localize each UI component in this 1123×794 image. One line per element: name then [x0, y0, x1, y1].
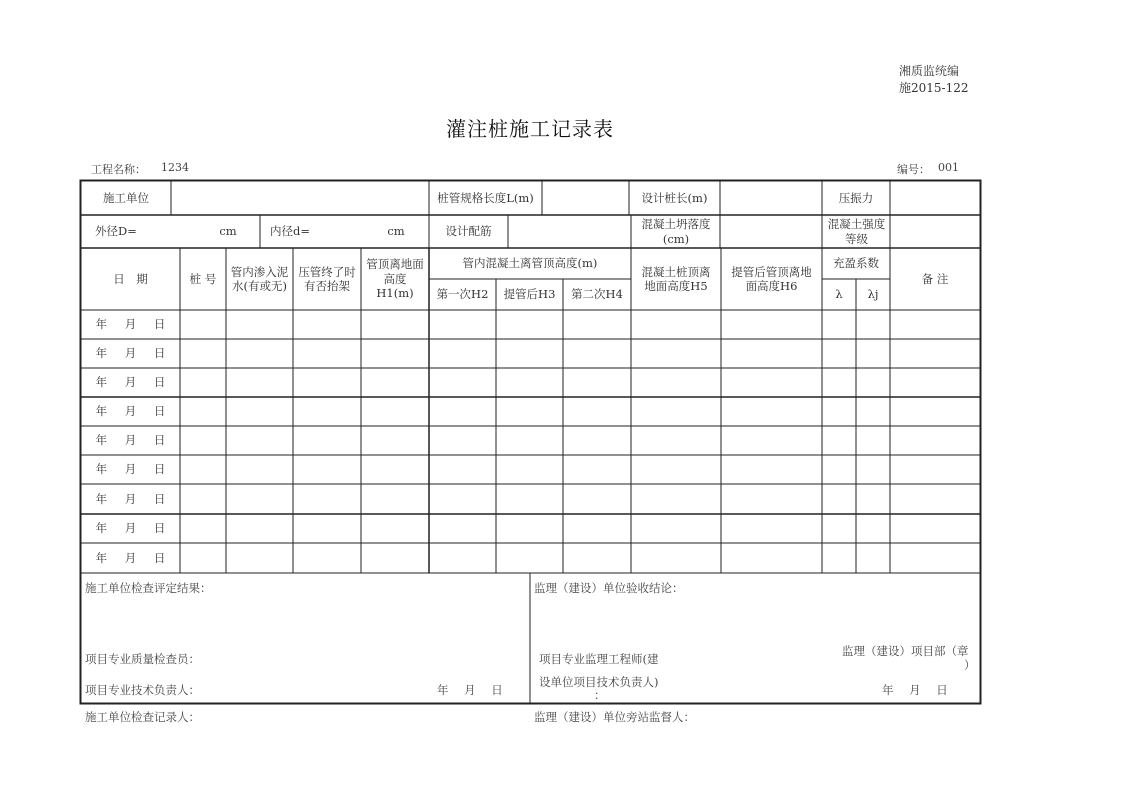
row-date: 年 月 日	[95, 433, 166, 448]
supervisor-engineer-label: 项目专业监理工程师(建	[539, 652, 659, 666]
pile-length-field[interactable]	[542, 181, 629, 215]
supervision-dept-label: 监理（建设）项目部（章	[842, 644, 969, 658]
recorder-label: 施工单位检查记录人：	[85, 710, 200, 724]
vibration-force-field[interactable]	[890, 181, 980, 215]
row-date: 年 月 日	[95, 375, 166, 390]
design-pile-length-label: 设计桩长(m)	[641, 190, 708, 205]
vibration-force-label: 压振力	[838, 190, 874, 205]
project-name-label: 工程名称：	[91, 163, 146, 176]
row-date: 年 月 日	[95, 491, 166, 506]
quality-inspector-label: 项目专业质量检查员：	[85, 652, 200, 666]
owner-tech-leader-label: 设单位项目技术负责人)	[539, 675, 659, 689]
side-supervisor-label: 监理（建设）单位旁站监督人：	[534, 710, 695, 724]
row-date: 年 月 日	[95, 462, 166, 477]
outer-diameter-label: 外径D=	[95, 224, 137, 239]
concrete-grade-label: 混凝土强度等级	[827, 217, 886, 246]
col-h3: 提管后H3	[503, 287, 556, 302]
row-date: 年 月 日	[95, 550, 166, 565]
row-date: 年 月 日	[95, 346, 166, 361]
outer-diameter-unit: cm	[219, 224, 237, 239]
col-fill-coefficient: 充盈系数	[833, 256, 879, 271]
col-lambda: λ	[835, 287, 843, 302]
serial-number-value: 001	[938, 161, 959, 174]
supervision-dept-paren: ）	[964, 658, 976, 672]
col-pile-no: 桩 号	[189, 271, 217, 286]
col-h1	[361, 248, 429, 310]
col-lambda-j: λj	[867, 287, 879, 302]
reinforcement-field[interactable]	[508, 215, 631, 248]
right-sign-date: 年 月 日	[882, 683, 948, 697]
inner-diameter-unit: cm	[387, 224, 405, 239]
construction-check-label: 施工单位检查评定结果：	[85, 581, 212, 595]
construction-unit-label: 施工单位	[103, 190, 149, 205]
inner-diameter-label: 内径d=	[270, 224, 310, 239]
construction-unit-field[interactable]	[171, 181, 429, 215]
col-h1-label: 管顶离地面高度	[366, 257, 424, 286]
page-title: 灌注桩施工记录表	[446, 117, 614, 141]
col-date: 日 期	[113, 271, 148, 286]
slump-field[interactable]	[720, 215, 822, 248]
tech-leader-label: 项目专业技术负责人：	[85, 683, 200, 697]
row-date: 年 月 日	[95, 521, 166, 536]
concrete-grade-field[interactable]	[890, 215, 980, 248]
col-mud-water: 管内渗入泥水(有或无)	[230, 264, 289, 293]
form-code-line1: 湘质监统编	[899, 64, 960, 78]
serial-number-label: 编号：	[897, 163, 930, 176]
row-date: 年 月 日	[95, 317, 166, 332]
owner-tech-leader-colon: ：	[594, 688, 606, 702]
reinforcement-label: 设计配筋	[445, 224, 492, 239]
col-h1-unit: H1(m)	[376, 286, 414, 301]
supervision-conclusion-label: 监理（建设）单位验收结论：	[534, 581, 684, 595]
slump-label: 混凝土坍落度(cm)	[641, 217, 711, 246]
col-concrete-group: 管内混凝土离管顶高度(m)	[462, 256, 598, 271]
col-h5: 混凝土桩顶离地面高度H5	[641, 264, 711, 293]
col-remarks: 备 注	[921, 271, 949, 286]
col-h6: 提管后管顶离地面高度H6	[731, 264, 812, 293]
left-sign-date: 年 月 日	[437, 683, 503, 697]
col-lift-frame: 压管终了时有否抬架	[298, 264, 356, 293]
col-h4: 第二次H4	[571, 287, 623, 302]
form-code-line2: 施2015-122	[899, 81, 969, 95]
project-name-value: 1234	[161, 161, 189, 174]
design-pile-length-field[interactable]	[720, 181, 822, 215]
row-date: 年 月 日	[95, 404, 166, 419]
pile-length-label: 桩管规格长度L(m)	[437, 190, 534, 205]
col-h2: 第一次H2	[436, 287, 489, 302]
